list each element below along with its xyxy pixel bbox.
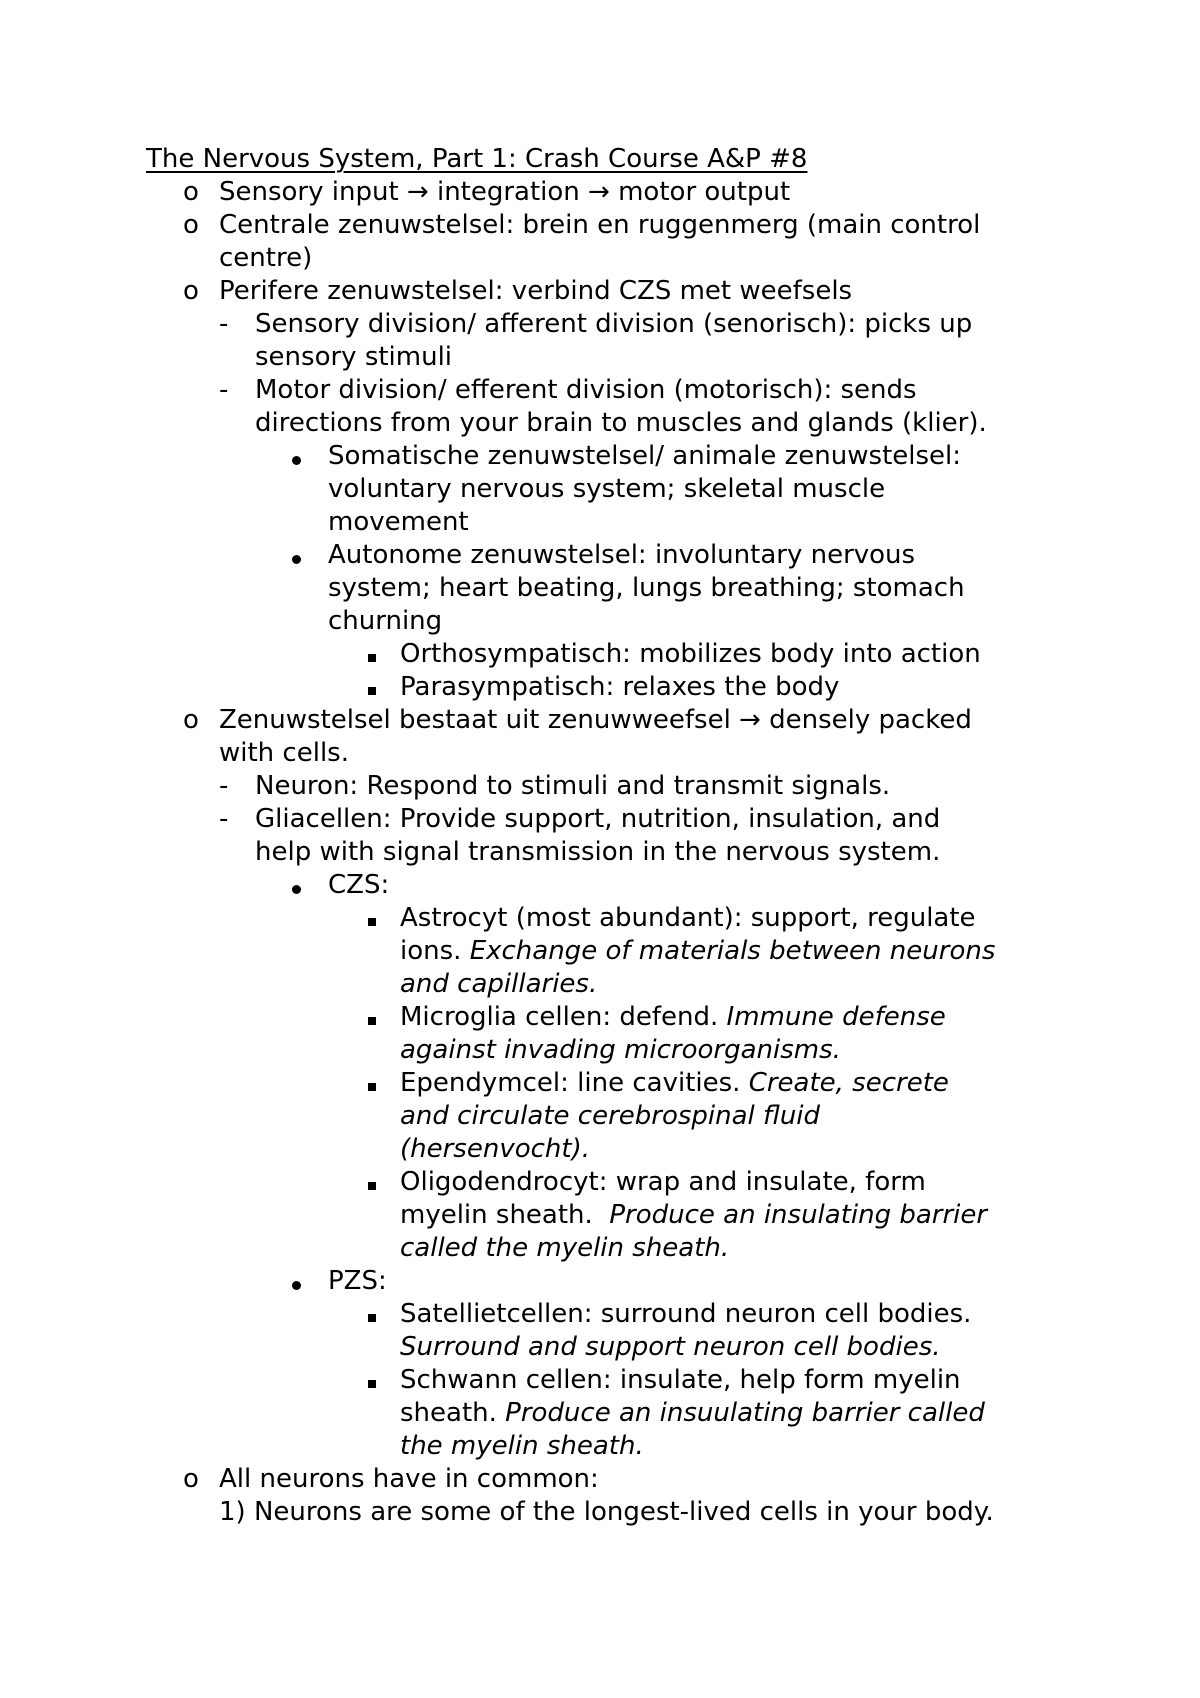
list-item-continuation: [400, 935, 995, 968]
list-item-continuation: system; heart beating, lungs breathing; stomach: [328, 573, 965, 603]
list-item: Somatische zenuwstelsel/ animale zenuwstelsel:: [328, 441, 962, 471]
square-bullet: [368, 918, 376, 926]
plain-text: Ependymcel: line cavities.: [400, 1068, 749, 1098]
round-bullet: [292, 885, 301, 894]
italic-text: called the myelin sheath.: [400, 1233, 730, 1263]
square-bullet: [368, 687, 376, 695]
italic-text: and capillaries.: [400, 969, 598, 999]
list-item-continuation: churning: [328, 606, 443, 636]
list-item: Schwann cellen: insulate, help form myelin: [400, 1365, 961, 1395]
italic-text: Produce an insulating barrier: [609, 1200, 988, 1230]
dash-bullet: -: [219, 375, 229, 405]
square-bullet: [368, 1314, 376, 1322]
circle-bullet: o: [183, 177, 199, 207]
list-item-continuation: sensory stimuli: [255, 342, 453, 372]
plain-text: myelin sheath.: [400, 1200, 610, 1230]
list-item: Perifere zenuwstelsel: verbind CZS met weefsels: [219, 276, 853, 306]
list-item: Autonome zenuwstelsel: involuntary nervous: [328, 540, 916, 570]
italic-text: Surround and support neuron cell bodies.: [400, 1332, 941, 1362]
round-bullet: [292, 1281, 301, 1290]
italic-text: (hersenvocht).: [400, 1134, 590, 1164]
list-item-continuation: [400, 1397, 985, 1430]
list-item-continuation: [400, 1199, 987, 1232]
italic-text: Immune defense: [726, 1002, 946, 1032]
circle-bullet: o: [183, 276, 199, 306]
list-item: Oligodendrocyt: wrap and insulate, form: [400, 1167, 926, 1197]
list-item: Orthosympatisch: mobilizes body into action: [400, 639, 981, 669]
list-item-continuation: directions from your brain to muscles and glands (klier).: [255, 408, 987, 438]
numbered-item: 1) Neurons are some of the longest-lived cells in your body.: [219, 1497, 994, 1527]
list-item: Sensory division/ afferent division (senorisch): picks up: [255, 309, 973, 339]
dash-bullet: -: [219, 771, 229, 801]
list-item: Neuron: Respond to stimuli and transmit signals.: [255, 771, 891, 801]
square-bullet: [368, 1380, 376, 1388]
plain-text: ions.: [400, 936, 470, 966]
document-title: The Nervous System, Part 1: Crash Course A&P #8: [146, 144, 808, 174]
list-item: All neurons have in common:: [219, 1464, 599, 1494]
italic-text: against invading microorganisms.: [400, 1035, 841, 1065]
italic-text: and circulate cerebrospinal fluid: [400, 1101, 821, 1131]
list-item-continuation: with cells.: [219, 738, 349, 768]
circle-bullet: o: [183, 705, 199, 735]
list-item-continuation: voluntary nervous system; skeletal muscle: [328, 474, 886, 504]
italic-text: the myelin sheath.: [400, 1431, 644, 1461]
square-bullet: [368, 1017, 376, 1025]
list-item-continuation: help with signal transmission in the nervous system.: [255, 837, 941, 867]
section-label-pzs: PZS:: [328, 1266, 387, 1296]
square-bullet: [368, 1083, 376, 1091]
list-item: [400, 1001, 946, 1034]
section-label-czs: CZS:: [328, 870, 390, 900]
italic-text: Exchange of materials between neurons: [469, 936, 996, 966]
list-item: Sensory input → integration → motor output: [219, 177, 791, 207]
square-bullet: [368, 1182, 376, 1190]
list-item: Zenuwstelsel bestaat uit zenuwweefsel → densely packed: [219, 705, 972, 735]
list-item: Gliacellen: Provide support, nutrition, insulation, and: [255, 804, 941, 834]
list-item: Parasympatisch: relaxes the body: [400, 672, 840, 702]
dash-bullet: -: [219, 309, 229, 339]
circle-bullet: o: [183, 1464, 199, 1494]
list-item: Astrocyt (most abundant): support, regulate: [400, 903, 976, 933]
list-item: [400, 1067, 949, 1100]
round-bullet: [292, 456, 301, 465]
list-item: Centrale zenuwstelsel: brein en ruggenmerg (main control: [219, 210, 981, 240]
plain-text: sheath.: [400, 1398, 506, 1428]
circle-bullet: o: [183, 210, 199, 240]
list-item: Satellietcellen: surround neuron cell bodies.: [400, 1299, 972, 1329]
plain-text: Microglia cellen: defend.: [400, 1002, 727, 1032]
round-bullet: [292, 555, 301, 564]
italic-text: Produce an insuulating barrier called: [505, 1398, 985, 1428]
list-item: Motor division/ efferent division (motorisch): sends: [255, 375, 917, 405]
dash-bullet: -: [219, 804, 229, 834]
list-item-continuation: movement: [328, 507, 469, 537]
italic-text: Create, secrete: [748, 1068, 949, 1098]
list-item-continuation: centre): [219, 243, 313, 273]
square-bullet: [368, 654, 376, 662]
